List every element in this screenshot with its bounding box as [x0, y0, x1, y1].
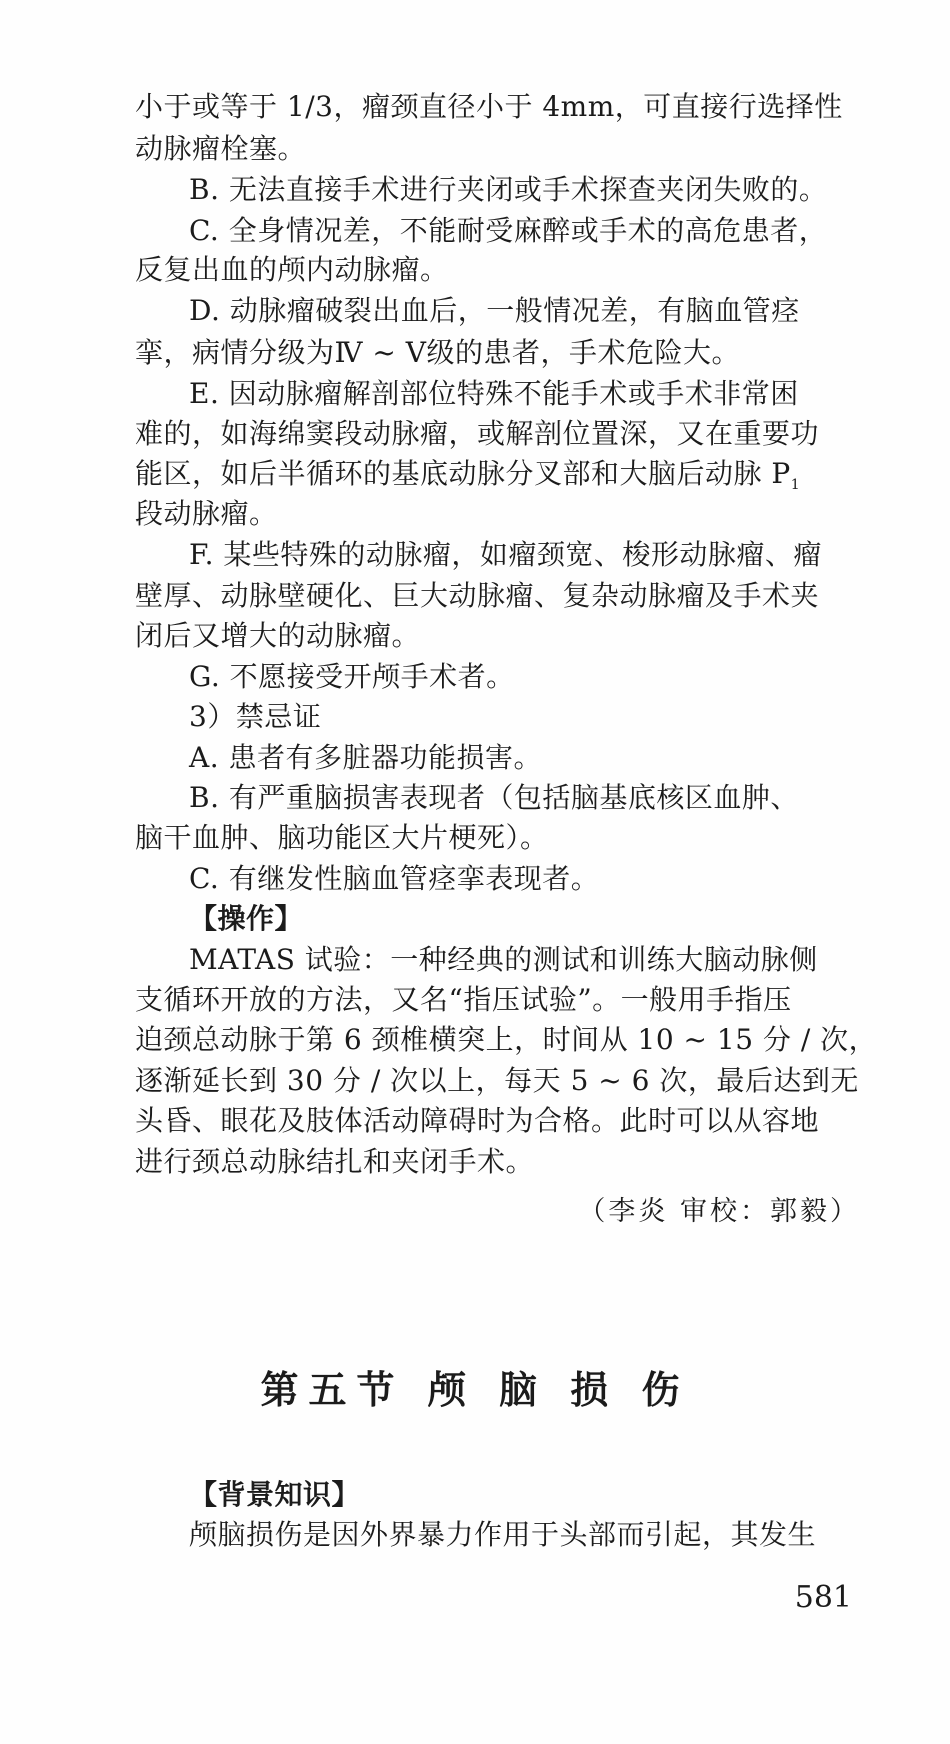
text-line: 颅脑损伤是因外界暴力作用于头部而引起，其发生 — [189, 1518, 817, 1551]
text-line: C. 有继发性脑血管痉挛表现者。 — [189, 862, 600, 895]
text-line: G. 不愿接受开颅手术者。 — [189, 660, 515, 693]
subheading: 3）禁忌证 — [189, 700, 322, 733]
section-label-background: 【背景知识】 — [189, 1478, 361, 1511]
text-line: C. 全身情况差，不能耐受麻醉或手术的高危患者， — [189, 214, 828, 247]
text-line: 头昏、眼花及肢体活动障碍时为合格。此时可以从容地 — [135, 1104, 820, 1137]
page-number: 581 — [794, 1580, 852, 1615]
text-line: B. 有严重脑损害表现者（包括脑基底核区血肿、 — [189, 781, 799, 814]
text-line: 难的，如海绵窦段动脉瘤，或解剖位置深，又在重要功 — [135, 417, 820, 450]
text-line: 小于或等于 1/3，瘤颈直径小于 4mm，可直接行选择性 — [135, 90, 843, 123]
text-line: F. 某些特殊的动脉瘤，如瘤颈宽、梭形动脉瘤、瘤 — [189, 538, 822, 571]
text-line: 迫颈总动脉于第 6 颈椎横突上，时间从 10 ~ 15 分 / 次， — [135, 1023, 878, 1056]
text-line: 闭后又增大的动脉瘤。 — [135, 619, 421, 652]
section-title: 第五节 颅 脑 损 伤 — [260, 1368, 690, 1412]
text-line: 壁厚、动脉壁硬化、巨大动脉瘤、复杂动脉瘤及手术夹 — [135, 579, 820, 612]
text-line: 进行颈总动脉结扎和夹闭手术。 — [135, 1145, 535, 1178]
text-line: 挛，病情分级为Ⅳ ~ Ⅴ级的患者，手术危险大。 — [135, 336, 740, 369]
text-line: E. 因动脉瘤解剖部位特殊不能手术或手术非常困 — [189, 377, 799, 410]
text-line: 动脉瘤栓塞。 — [135, 132, 307, 165]
text-line: 脑干血肿、脑功能区大片梗死）。 — [135, 821, 549, 854]
subscript: 1 — [790, 477, 801, 493]
text-line: 反复出血的颅内动脉瘤。 — [135, 253, 449, 286]
text-line: 逐渐延长到 30 分 / 次以上，每天 5 ~ 6 次，最后达到无 — [135, 1064, 859, 1097]
text-line: 支循环开放的方法，又名“指压试验”。一般用手指压 — [135, 983, 792, 1016]
section-label-operation: 【操作】 — [189, 902, 304, 935]
text-line — [135, 454, 800, 494]
text-line: D. 动脉瘤破裂出血后，一般情况差，有脑血管痉 — [189, 294, 800, 327]
text-line: A. 患者有多脏器功能损害。 — [189, 741, 543, 774]
text-line: MATAS 试验：一种经典的测试和训练大脑动脉侧 — [189, 943, 818, 976]
text-span: 能区，如后半循环的基底动脉分叉部和大脑后动脉 P — [135, 457, 791, 490]
text-line: 段动脉瘤。 — [135, 497, 278, 530]
text-line: B. 无法直接手术进行夹闭或手术探查夹闭失败的。 — [189, 173, 828, 206]
author-signature: （李炎 审校：郭毅） — [578, 1196, 860, 1227]
